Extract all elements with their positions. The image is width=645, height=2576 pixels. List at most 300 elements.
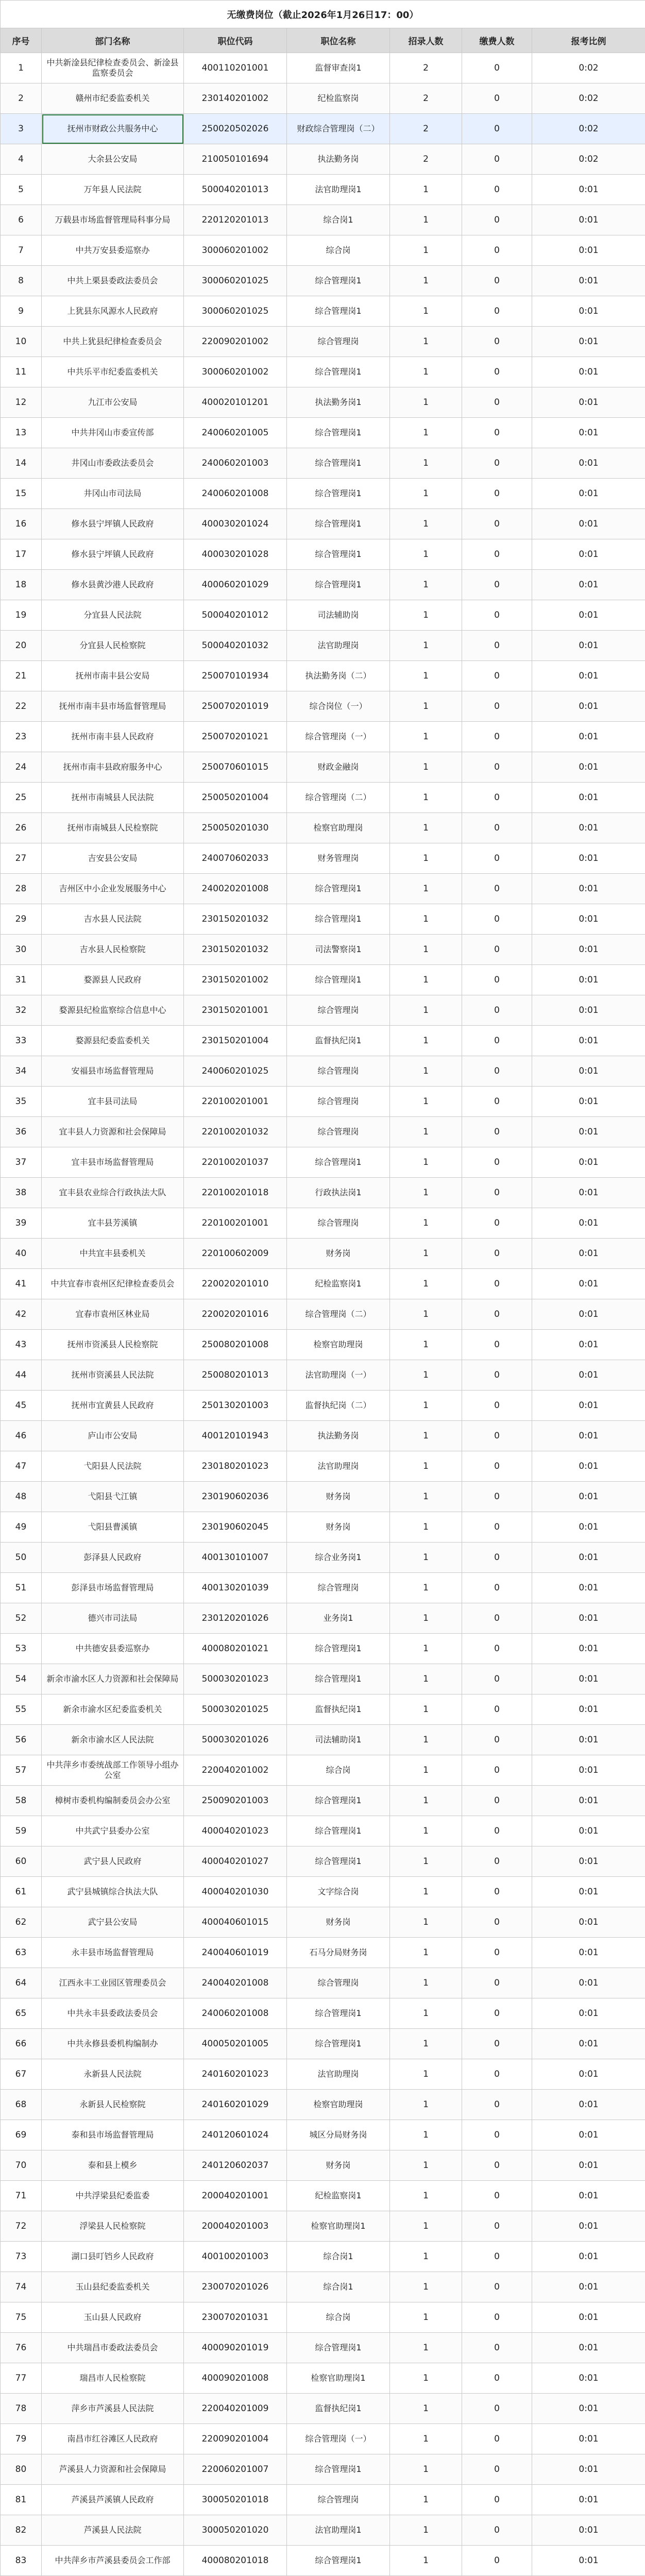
table-row[interactable] — [1, 1938, 645, 1968]
cell-paid-count[interactable]: 0 — [462, 1725, 532, 1755]
cell-department[interactable]: 中共万安县委巡察办 — [42, 235, 184, 266]
cell-position-code[interactable]: 240060201025 — [184, 1056, 287, 1087]
cell-ratio[interactable]: 0:01 — [532, 2302, 645, 2333]
cell-position-name[interactable]: 综合管理岗1 — [287, 1816, 390, 1846]
cell-ratio[interactable]: 0:02 — [532, 114, 645, 144]
cell-paid-count[interactable]: 0 — [462, 965, 532, 995]
cell-paid-count[interactable]: 0 — [462, 327, 532, 357]
cell-position-code[interactable]: 230140201002 — [184, 83, 287, 114]
cell-ratio[interactable]: 0:01 — [532, 1664, 645, 1694]
cell-no[interactable]: 68 — [1, 2090, 42, 2120]
cell-position-name[interactable]: 综合管理岗 — [287, 1056, 390, 1087]
cell-position-code[interactable]: 220120201013 — [184, 205, 287, 235]
table-row[interactable] — [1, 2454, 645, 2485]
cell-paid-count[interactable]: 0 — [462, 1482, 532, 1512]
cell-no[interactable]: 82 — [1, 2515, 42, 2546]
cell-no[interactable]: 83 — [1, 2546, 42, 2576]
cell-paid-count[interactable]: 0 — [462, 1543, 532, 1573]
cell-position-name[interactable]: 综合管理岗1 — [287, 1998, 390, 2029]
cell-position-name[interactable]: 法官助理岗1 — [287, 2515, 390, 2546]
cell-ratio[interactable]: 0:01 — [532, 631, 645, 661]
cell-position-name[interactable]: 综合管理岗1 — [287, 1147, 390, 1178]
cell-recruit-count[interactable]: 1 — [390, 965, 462, 995]
table-row[interactable] — [1, 1968, 645, 1998]
cell-no[interactable]: 47 — [1, 1451, 42, 1482]
cell-no[interactable]: 67 — [1, 2059, 42, 2090]
table-row[interactable] — [1, 752, 645, 783]
cell-recruit-count[interactable]: 1 — [390, 479, 462, 509]
cell-position-code[interactable]: 200040201003 — [184, 2211, 287, 2242]
cell-no[interactable]: 29 — [1, 904, 42, 935]
column-header-department[interactable]: 部门名称 — [42, 28, 184, 53]
table-row[interactable] — [1, 2363, 645, 2394]
cell-position-code[interactable]: 400030201024 — [184, 509, 287, 539]
cell-department[interactable]: 玉山县纪委监委机关 — [42, 2272, 184, 2302]
cell-ratio[interactable]: 0:01 — [532, 2181, 645, 2211]
table-row[interactable] — [1, 1907, 645, 1938]
cell-no[interactable]: 75 — [1, 2302, 42, 2333]
cell-paid-count[interactable]: 0 — [462, 1938, 532, 1968]
column-header-ratio[interactable]: 报考比例 — [532, 28, 645, 53]
cell-position-code[interactable]: 240020201008 — [184, 874, 287, 904]
cell-department[interactable]: 弋阳县曹溪镇 — [42, 1512, 184, 1543]
cell-department[interactable]: 抚州市资溪县人民法院 — [42, 1360, 184, 1391]
cell-position-name[interactable]: 检察官助理岗1 — [287, 2363, 390, 2394]
cell-department[interactable]: 永丰县市场监督管理局 — [42, 1938, 184, 1968]
table-row[interactable] — [1, 2546, 645, 2576]
cell-ratio[interactable]: 0:01 — [532, 235, 645, 266]
cell-ratio[interactable]: 0:01 — [532, 1634, 645, 1664]
cell-position-name[interactable]: 监督执纪岗1 — [287, 1026, 390, 1056]
column-header-position-code[interactable]: 职位代码 — [184, 28, 287, 53]
cell-department[interactable]: 浮梁县人民检察院 — [42, 2211, 184, 2242]
cell-position-code[interactable]: 220090201004 — [184, 2424, 287, 2454]
table-row[interactable] — [1, 1147, 645, 1178]
cell-position-code[interactable]: 250070201021 — [184, 722, 287, 752]
cell-recruit-count[interactable]: 1 — [390, 813, 462, 843]
table-row[interactable] — [1, 387, 645, 418]
cell-recruit-count[interactable]: 1 — [390, 1117, 462, 1147]
table-row[interactable] — [1, 935, 645, 965]
cell-paid-count[interactable]: 0 — [462, 357, 532, 387]
cell-recruit-count[interactable]: 1 — [390, 1755, 462, 1786]
cell-position-name[interactable]: 综合管理岗1 — [287, 418, 390, 448]
cell-ratio[interactable]: 0:01 — [532, 752, 645, 783]
cell-recruit-count[interactable]: 1 — [390, 2272, 462, 2302]
table-row[interactable] — [1, 843, 645, 874]
table-row[interactable] — [1, 722, 645, 752]
cell-ratio[interactable]: 0:01 — [532, 2211, 645, 2242]
cell-paid-count[interactable]: 0 — [462, 1299, 532, 1330]
cell-ratio[interactable]: 0:01 — [532, 600, 645, 631]
cell-ratio[interactable]: 0:01 — [532, 1816, 645, 1846]
cell-ratio[interactable]: 0:01 — [532, 783, 645, 813]
table-row[interactable] — [1, 813, 645, 843]
cell-no[interactable]: 65 — [1, 1998, 42, 2029]
cell-paid-count[interactable]: 0 — [462, 539, 532, 570]
cell-department[interactable]: 武宁县城镇综合执法大队 — [42, 1877, 184, 1907]
cell-paid-count[interactable]: 0 — [462, 2272, 532, 2302]
cell-position-name[interactable]: 法官助理岗 — [287, 2059, 390, 2090]
cell-position-name[interactable]: 综合管理岗（一） — [287, 2424, 390, 2454]
cell-recruit-count[interactable]: 1 — [390, 418, 462, 448]
cell-no[interactable]: 41 — [1, 1269, 42, 1299]
cell-ratio[interactable]: 0:01 — [532, 661, 645, 691]
cell-paid-count[interactable]: 0 — [462, 1026, 532, 1056]
cell-position-code[interactable]: 220060201007 — [184, 2454, 287, 2485]
cell-no[interactable]: 69 — [1, 2120, 42, 2150]
cell-ratio[interactable]: 0:01 — [532, 1603, 645, 1634]
cell-recruit-count[interactable]: 1 — [390, 1208, 462, 1239]
cell-department[interactable]: 宜丰县农业综合行政执法大队 — [42, 1178, 184, 1208]
column-header-no[interactable]: 序号 — [1, 28, 42, 53]
cell-no[interactable]: 39 — [1, 1208, 42, 1239]
cell-no[interactable]: 28 — [1, 874, 42, 904]
table-row[interactable] — [1, 661, 645, 691]
cell-paid-count[interactable]: 0 — [462, 1360, 532, 1391]
cell-recruit-count[interactable]: 1 — [390, 2090, 462, 2120]
cell-recruit-count[interactable]: 1 — [390, 2454, 462, 2485]
cell-recruit-count[interactable]: 1 — [390, 1846, 462, 1877]
cell-no[interactable]: 18 — [1, 570, 42, 600]
cell-recruit-count[interactable]: 1 — [390, 1786, 462, 1816]
cell-position-name[interactable]: 执法勤务岗（二） — [287, 661, 390, 691]
cell-position-code[interactable]: 250090201003 — [184, 1786, 287, 1816]
cell-recruit-count[interactable]: 1 — [390, 2150, 462, 2181]
cell-position-code[interactable]: 400030201028 — [184, 539, 287, 570]
table-row[interactable] — [1, 1543, 645, 1573]
cell-position-name[interactable]: 监督执纪岗（二） — [287, 1391, 390, 1421]
cell-paid-count[interactable]: 0 — [462, 1816, 532, 1846]
table-row[interactable] — [1, 1694, 645, 1725]
cell-position-name[interactable]: 综合岗位（一） — [287, 691, 390, 722]
cell-recruit-count[interactable]: 1 — [390, 1482, 462, 1512]
cell-department[interactable]: 中共萍乡市委统战部工作领导小组办公室 — [42, 1755, 184, 1786]
cell-no[interactable]: 25 — [1, 783, 42, 813]
table-row[interactable] — [1, 1330, 645, 1360]
cell-position-code[interactable]: 220020201016 — [184, 1299, 287, 1330]
table-row[interactable] — [1, 904, 645, 935]
cell-no[interactable]: 73 — [1, 2242, 42, 2272]
cell-department[interactable]: 湖口县叮铛乡人民政府 — [42, 2242, 184, 2272]
cell-position-name[interactable]: 综合岗1 — [287, 205, 390, 235]
cell-paid-count[interactable]: 0 — [462, 1056, 532, 1087]
cell-department[interactable]: 吉水县人民检察院 — [42, 935, 184, 965]
cell-position-name[interactable]: 纪检监察岗1 — [287, 2181, 390, 2211]
cell-position-name[interactable]: 综合管理岗（二） — [287, 1299, 390, 1330]
cell-recruit-count[interactable]: 1 — [390, 2302, 462, 2333]
table-row[interactable] — [1, 2394, 645, 2424]
cell-department[interactable]: 樟树市委机构编制委员会办公室 — [42, 1786, 184, 1816]
cell-recruit-count[interactable]: 1 — [390, 2211, 462, 2242]
cell-recruit-count[interactable]: 1 — [390, 2485, 462, 2515]
cell-recruit-count[interactable]: 1 — [390, 1816, 462, 1846]
cell-recruit-count[interactable]: 1 — [390, 783, 462, 813]
table-row[interactable] — [1, 418, 645, 448]
cell-position-code[interactable]: 240040201008 — [184, 1968, 287, 1998]
cell-department[interactable]: 萍乡市芦溪县人民法院 — [42, 2394, 184, 2424]
cell-ratio[interactable]: 0:02 — [532, 83, 645, 114]
cell-paid-count[interactable]: 0 — [462, 995, 532, 1026]
table-row[interactable] — [1, 2181, 645, 2211]
cell-recruit-count[interactable]: 1 — [390, 2059, 462, 2090]
cell-department[interactable]: 抚州市南丰县政府服务中心 — [42, 752, 184, 783]
cell-paid-count[interactable]: 0 — [462, 235, 532, 266]
cell-paid-count[interactable]: 0 — [462, 2059, 532, 2090]
cell-department[interactable]: 宜丰县市场监督管理局 — [42, 1147, 184, 1178]
cell-position-code[interactable]: 220040201002 — [184, 1755, 287, 1786]
cell-position-name[interactable]: 法官助理岗 — [287, 631, 390, 661]
cell-ratio[interactable]: 0:01 — [532, 2333, 645, 2363]
cell-no[interactable]: 81 — [1, 2485, 42, 2515]
table-row[interactable] — [1, 509, 645, 539]
cell-paid-count[interactable]: 0 — [462, 2029, 532, 2059]
table-row[interactable] — [1, 2120, 645, 2150]
cell-department[interactable]: 中共上犹县纪律检查委员会 — [42, 327, 184, 357]
cell-ratio[interactable]: 0:01 — [532, 1512, 645, 1543]
cell-ratio[interactable]: 0:01 — [532, 1451, 645, 1482]
cell-department[interactable]: 新余市渝水区纪委监委机关 — [42, 1694, 184, 1725]
cell-ratio[interactable]: 0:01 — [532, 1725, 645, 1755]
table-row[interactable] — [1, 995, 645, 1026]
cell-paid-count[interactable]: 0 — [462, 1846, 532, 1877]
cell-recruit-count[interactable]: 2 — [390, 83, 462, 114]
cell-no[interactable]: 57 — [1, 1755, 42, 1786]
cell-ratio[interactable]: 0:01 — [532, 1482, 645, 1512]
cell-department[interactable]: 修水县宁坪镇人民政府 — [42, 509, 184, 539]
cell-position-name[interactable]: 纪检监察岗 — [287, 83, 390, 114]
cell-position-name[interactable]: 综合管理岗1 — [287, 509, 390, 539]
cell-department[interactable]: 泰和县市场监督管理局 — [42, 2120, 184, 2150]
cell-department[interactable]: 宜丰县芳溪镇 — [42, 1208, 184, 1239]
cell-no[interactable]: 66 — [1, 2029, 42, 2059]
cell-no[interactable]: 38 — [1, 1178, 42, 1208]
cell-no[interactable]: 78 — [1, 2394, 42, 2424]
cell-paid-count[interactable]: 0 — [462, 2211, 532, 2242]
cell-paid-count[interactable]: 0 — [462, 2546, 532, 2576]
cell-position-code[interactable]: 240060201003 — [184, 448, 287, 479]
cell-paid-count[interactable]: 0 — [462, 570, 532, 600]
cell-recruit-count[interactable]: 1 — [390, 904, 462, 935]
cell-position-code[interactable]: 230070201031 — [184, 2302, 287, 2333]
cell-paid-count[interactable]: 0 — [462, 843, 532, 874]
cell-paid-count[interactable]: 0 — [462, 448, 532, 479]
cell-position-name[interactable]: 法官助理岗1 — [287, 175, 390, 205]
cell-recruit-count[interactable]: 1 — [390, 1877, 462, 1907]
cell-position-name[interactable]: 综合管理岗1 — [287, 1664, 390, 1694]
cell-position-name[interactable]: 综合管理岗1 — [287, 874, 390, 904]
cell-department[interactable]: 宜春市袁州区林业局 — [42, 1299, 184, 1330]
table-row[interactable] — [1, 2090, 645, 2120]
table-row[interactable] — [1, 327, 645, 357]
cell-no[interactable]: 70 — [1, 2150, 42, 2181]
table-row[interactable] — [1, 1755, 645, 1786]
cell-position-name[interactable]: 综合管理岗1 — [287, 448, 390, 479]
cell-ratio[interactable]: 0:01 — [532, 874, 645, 904]
table-row[interactable] — [1, 479, 645, 509]
cell-department[interactable]: 中共瑞昌市委政法委员会 — [42, 2333, 184, 2363]
cell-paid-count[interactable]: 0 — [462, 1178, 532, 1208]
cell-ratio[interactable]: 0:01 — [532, 1117, 645, 1147]
cell-ratio[interactable]: 0:01 — [532, 2485, 645, 2515]
cell-recruit-count[interactable]: 1 — [390, 1694, 462, 1725]
cell-position-name[interactable]: 财务岗 — [287, 1239, 390, 1269]
cell-paid-count[interactable]: 0 — [462, 83, 532, 114]
cell-paid-count[interactable]: 0 — [462, 1907, 532, 1938]
cell-ratio[interactable]: 0:01 — [532, 1026, 645, 1056]
cell-paid-count[interactable]: 0 — [462, 2485, 532, 2515]
cell-position-code[interactable]: 240120602037 — [184, 2150, 287, 2181]
cell-paid-count[interactable]: 0 — [462, 2120, 532, 2150]
table-row[interactable] — [1, 296, 645, 327]
column-header-recruit-count[interactable]: 招录人数 — [390, 28, 462, 53]
cell-ratio[interactable]: 0:01 — [532, 1239, 645, 1269]
cell-department[interactable]: 弋阳县弋江镇 — [42, 1482, 184, 1512]
table-row[interactable] — [1, 1786, 645, 1816]
cell-recruit-count[interactable]: 1 — [390, 387, 462, 418]
cell-no[interactable]: 56 — [1, 1725, 42, 1755]
table-row[interactable] — [1, 1178, 645, 1208]
cell-paid-count[interactable]: 0 — [462, 1998, 532, 2029]
cell-position-name[interactable]: 综合管理岗1 — [287, 570, 390, 600]
cell-department[interactable]: 武宁县人民政府 — [42, 1846, 184, 1877]
cell-ratio[interactable]: 0:01 — [532, 813, 645, 843]
cell-no[interactable]: 60 — [1, 1846, 42, 1877]
cell-recruit-count[interactable]: 1 — [390, 661, 462, 691]
cell-recruit-count[interactable]: 1 — [390, 752, 462, 783]
table-row[interactable] — [1, 175, 645, 205]
table-row[interactable] — [1, 874, 645, 904]
cell-no[interactable]: 79 — [1, 2424, 42, 2454]
cell-no[interactable]: 53 — [1, 1634, 42, 1664]
cell-position-name[interactable]: 法官助理岗 — [287, 1451, 390, 1482]
table-row[interactable] — [1, 2302, 645, 2333]
cell-department[interactable]: 玉山县人民政府 — [42, 2302, 184, 2333]
cell-paid-count[interactable]: 0 — [462, 53, 532, 83]
cell-recruit-count[interactable]: 1 — [390, 1664, 462, 1694]
cell-recruit-count[interactable]: 1 — [390, 1299, 462, 1330]
cell-no[interactable]: 5 — [1, 175, 42, 205]
cell-position-code[interactable]: 230070201026 — [184, 2272, 287, 2302]
cell-ratio[interactable]: 0:01 — [532, 1786, 645, 1816]
cell-position-code[interactable]: 300050201018 — [184, 2485, 287, 2515]
cell-position-name[interactable]: 综合管理岗 — [287, 995, 390, 1026]
cell-department[interactable]: 弋阳县人民法院 — [42, 1451, 184, 1482]
cell-paid-count[interactable]: 0 — [462, 144, 532, 175]
cell-no[interactable]: 43 — [1, 1330, 42, 1360]
cell-position-name[interactable]: 执法勤务岗1 — [287, 387, 390, 418]
table-row[interactable] — [1, 114, 645, 144]
cell-ratio[interactable]: 0:01 — [532, 1360, 645, 1391]
cell-department[interactable]: 中共武宁县委办公室 — [42, 1816, 184, 1846]
table-row[interactable] — [1, 1482, 645, 1512]
cell-position-code[interactable]: 400040601015 — [184, 1907, 287, 1938]
cell-paid-count[interactable]: 0 — [462, 2302, 532, 2333]
cell-position-code[interactable]: 400040201030 — [184, 1877, 287, 1907]
cell-paid-count[interactable]: 0 — [462, 2181, 532, 2211]
cell-recruit-count[interactable]: 1 — [390, 570, 462, 600]
cell-ratio[interactable]: 0:02 — [532, 53, 645, 83]
cell-department[interactable]: 中共乐平市纪委监委机关 — [42, 357, 184, 387]
table-row[interactable] — [1, 2242, 645, 2272]
cell-paid-count[interactable]: 0 — [462, 2515, 532, 2546]
cell-recruit-count[interactable]: 1 — [390, 509, 462, 539]
cell-recruit-count[interactable]: 2 — [390, 114, 462, 144]
cell-recruit-count[interactable]: 1 — [390, 1026, 462, 1056]
cell-position-name[interactable]: 综合管理岗 — [287, 1087, 390, 1117]
cell-paid-count[interactable]: 0 — [462, 1786, 532, 1816]
cell-recruit-count[interactable]: 1 — [390, 1239, 462, 1269]
cell-position-code[interactable]: 400090201008 — [184, 2363, 287, 2394]
table-row[interactable] — [1, 1877, 645, 1907]
table-row[interactable] — [1, 600, 645, 631]
cell-position-code[interactable]: 240160201023 — [184, 2059, 287, 2090]
cell-recruit-count[interactable]: 1 — [390, 1451, 462, 1482]
cell-position-name[interactable]: 综合岗 — [287, 1755, 390, 1786]
table-row[interactable] — [1, 1391, 645, 1421]
cell-position-code[interactable]: 210050101694 — [184, 144, 287, 175]
cell-paid-count[interactable]: 0 — [462, 1451, 532, 1482]
cell-no[interactable]: 40 — [1, 1239, 42, 1269]
cell-department[interactable]: 中共宜春市袁州区纪律检查委员会 — [42, 1269, 184, 1299]
cell-position-code[interactable]: 240120601024 — [184, 2120, 287, 2150]
cell-ratio[interactable]: 0:01 — [532, 1968, 645, 1998]
cell-position-name[interactable]: 综合管理岗1 — [287, 539, 390, 570]
cell-department[interactable]: 庐山市公安局 — [42, 1421, 184, 1451]
cell-position-name[interactable]: 综合管理岗 — [287, 2485, 390, 2515]
cell-no[interactable]: 58 — [1, 1786, 42, 1816]
cell-position-code[interactable]: 400040201027 — [184, 1846, 287, 1877]
cell-ratio[interactable]: 0:01 — [532, 357, 645, 387]
cell-position-code[interactable]: 500030201023 — [184, 1664, 287, 1694]
cell-ratio[interactable]: 0:01 — [532, 2272, 645, 2302]
cell-paid-count[interactable]: 0 — [462, 935, 532, 965]
cell-paid-count[interactable]: 0 — [462, 691, 532, 722]
cell-ratio[interactable]: 0:01 — [532, 1694, 645, 1725]
cell-position-name[interactable]: 检察官助理岗1 — [287, 2211, 390, 2242]
cell-department[interactable]: 婺源县纪检监察综合信息中心 — [42, 995, 184, 1026]
cell-position-code[interactable]: 230150201002 — [184, 965, 287, 995]
cell-department[interactable]: 永新县人民检察院 — [42, 2090, 184, 2120]
cell-no[interactable]: 23 — [1, 722, 42, 752]
cell-ratio[interactable]: 0:01 — [532, 1877, 645, 1907]
cell-position-code[interactable]: 500030201025 — [184, 1694, 287, 1725]
cell-position-name[interactable]: 综合管理岗 — [287, 1968, 390, 1998]
cell-position-code[interactable]: 400020101201 — [184, 387, 287, 418]
cell-recruit-count[interactable]: 1 — [390, 357, 462, 387]
cell-department[interactable]: 瑞昌市人民检察院 — [42, 2363, 184, 2394]
table-row[interactable] — [1, 783, 645, 813]
cell-position-code[interactable]: 240060201008 — [184, 1998, 287, 2029]
cell-position-name[interactable]: 综合管理岗 — [287, 327, 390, 357]
cell-ratio[interactable]: 0:01 — [532, 2090, 645, 2120]
cell-position-name[interactable]: 司法辅助岗1 — [287, 1725, 390, 1755]
cell-no[interactable]: 35 — [1, 1087, 42, 1117]
cell-ratio[interactable]: 0:01 — [532, 2394, 645, 2424]
cell-recruit-count[interactable]: 1 — [390, 1725, 462, 1755]
cell-no[interactable]: 74 — [1, 2272, 42, 2302]
cell-recruit-count[interactable]: 1 — [390, 448, 462, 479]
table-row[interactable] — [1, 1360, 645, 1391]
cell-ratio[interactable]: 0:01 — [532, 1421, 645, 1451]
cell-no[interactable]: 1 — [1, 53, 42, 83]
cell-ratio[interactable]: 0:01 — [532, 205, 645, 235]
cell-position-code[interactable]: 400050201005 — [184, 2029, 287, 2059]
cell-paid-count[interactable]: 0 — [462, 722, 532, 752]
table-row[interactable] — [1, 2059, 645, 2090]
cell-no[interactable]: 16 — [1, 509, 42, 539]
cell-department[interactable]: 中共井冈山市委宣传部 — [42, 418, 184, 448]
